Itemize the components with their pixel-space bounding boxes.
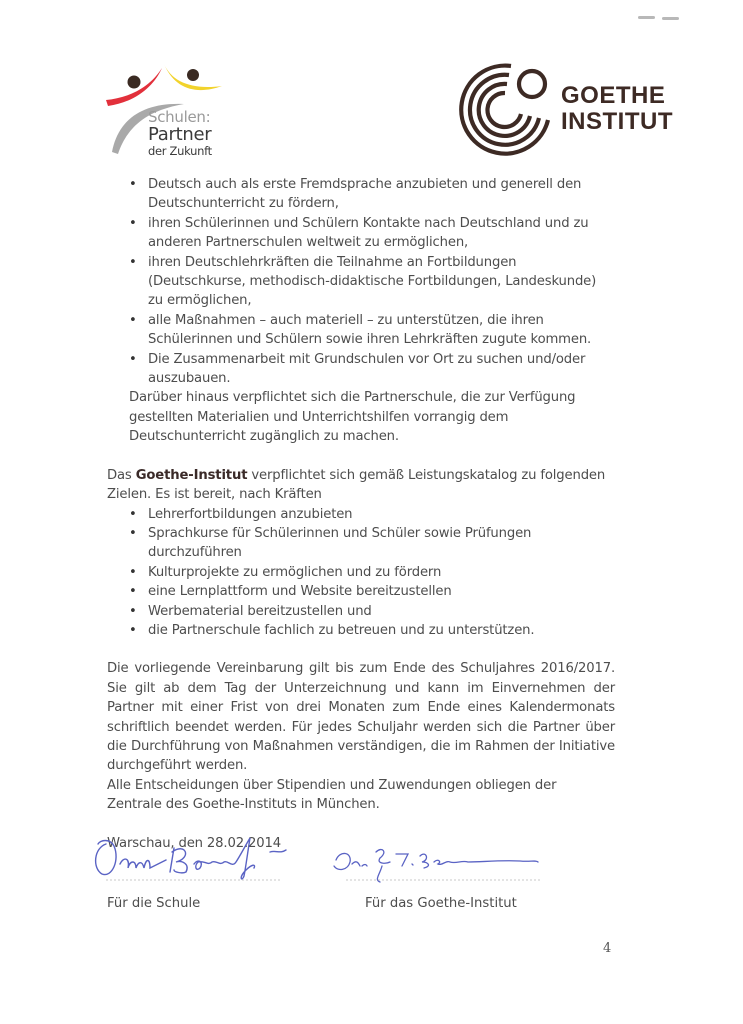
list-item: • alle Maßnahmen – auch materiell – zu unterstützen, die ihren Schülerinnen und Schülern sowie ihren Lehrkräften zugute kommen. <box>107 311 615 350</box>
handwritten-signatures <box>90 830 650 890</box>
school-signature-label: Für die Schule <box>107 896 201 911</box>
goethe-spiral-icon <box>455 60 555 158</box>
institute-signature-label: Für das Goethe-Institut <box>365 896 517 911</box>
decisions-paragraph: Alle Entscheidungen über Stipendien und Zuwendungen obliegen der Zentrale des Goethe-Instituts in München. <box>107 777 557 813</box>
goethe-institut-logo <box>455 60 673 158</box>
logo-right-line1: GOETHE <box>561 82 666 109</box>
page-number: 4 <box>603 941 612 956</box>
list-item: • eine Lernplattform und Website bereitzustellen <box>107 582 615 601</box>
logo-right-line2: INSTITUT <box>561 108 673 135</box>
scan-mark <box>662 17 679 20</box>
terms-paragraph: Die vorliegende Vereinbarung gilt bis zum Ende des Schuljahres 2016/2017. Sie gilt ab dem Tag der Unterzeichnung und kann im Einvernehmen der Partner mit einer Frist von drei Monaten zum Ende eines Kalendermonats schriftlich beendet werden. Für jedes Schuljahr werden sich die Partner über die Durchführung von Maßnahmen verständigen, die im Rahmen der Initiative durchgeführt werden. <box>107 661 615 774</box>
institute-signature <box>334 850 538 882</box>
logo-left-line3: der Zukunft <box>148 144 212 158</box>
school-obligations-list <box>107 175 615 388</box>
list-item: • ihren Deutschlehrkräften die Teilnahme an Fortbildungen (Deutschkurse, methodisch-didaktische Fortbildungen, Landeskunde) zu ermöglichen, <box>107 253 615 311</box>
document-body <box>107 175 615 853</box>
school-closing-paragraph: Darüber hinaus verpflichtet sich die Partnerschule, die zur Verfügung gestellten Materialien und Unterrichtshilfen vorrangig dem Deutschunterricht zugänglich zu machen. <box>129 390 576 445</box>
schulen-partner-logo <box>104 62 234 158</box>
list-item: • die Partnerschule fachlich zu betreuen und zu unterstützen. <box>107 621 615 640</box>
list-item: • Sprachkurse für Schülerinnen und Schüler sowie Prüfungen durchzuführen <box>107 524 615 563</box>
institute-name-bold: Goethe-Institut <box>135 467 248 483</box>
list-item: • ihren Schülerinnen und Schülern Kontakte nach Deutschland und zu anderen Partnerschulen weltweit zu ermöglichen, <box>107 214 615 253</box>
intro-prefix: Das <box>107 467 136 483</box>
signature-area <box>90 830 650 890</box>
list-item: • Kulturprojekte zu ermöglichen und zu fördern <box>107 563 615 582</box>
institute-intro-paragraph <box>107 466 615 505</box>
list-item: • Deutsch auch als erste Fremdsprache anzubieten und generell den Deutschunterricht zu fördern, <box>107 175 615 214</box>
list-item: • Die Zusammenarbeit mit Grundschulen vor Ort zu suchen und/oder auszubauen. <box>107 350 615 389</box>
list-item: • Werbematerial bereitzustellen und <box>107 602 615 621</box>
institute-obligations-list <box>107 505 615 641</box>
logo-left-line1: Schulen: <box>148 108 211 126</box>
scan-mark <box>638 16 655 19</box>
logo-left-line2: Partner <box>148 124 212 145</box>
place-date: Warschau, den 28.02.2014 <box>107 835 281 851</box>
school-signature <box>96 838 286 879</box>
list-item: • Lehrerfortbildungen anzubieten <box>107 505 615 524</box>
intro-suffix: verpflichtet sich gemäß Leistungskatalog zu folgenden Zielen. Es ist bereit, nach Kräften <box>107 467 606 503</box>
